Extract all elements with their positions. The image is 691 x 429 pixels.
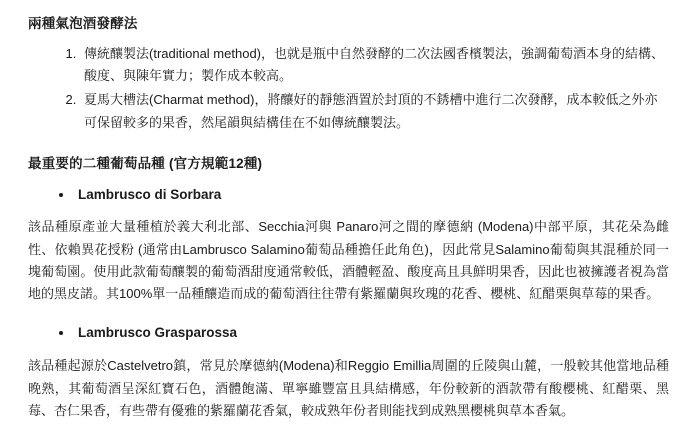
- list-item: • Lambrusco Grasparossa: [74, 322, 669, 344]
- variety-description-sorbara: 該品種原產並大量種植於義大利北部、Secchia河與 Panaro河之間的摩德納 (Modena)中部平原，其花朵為雌性、依賴異花授粉 (通常由Lambrusco Salamino葡萄品種擔任此角色)，因此常見Salamino葡萄與其混種於同一塊葡萄園。使用此款葡萄釀製的葡萄酒甜度通常較低，酒體輕盈、酸度高且具鮮明果香，因此也被擁護者視為當地的黑皮諾。其100%單一品種釀造而成的葡萄酒往往帶有紫羅蘭與玫瑰的花香、櫻桃、紅醋栗與草莓的果香。: [28, 219, 669, 302]
- paragraph-spacer: [28, 306, 669, 322]
- list-item: • Lambrusco di Sorbara: [74, 184, 669, 206]
- list-item: 1. 傳統釀製法(traditional method)，也就是瓶中自然發酵的二次法國香檳製法，強調葡萄酒本身的結構、酸度、與陳年實力；製作成本較高。: [80, 43, 669, 88]
- variety-list-grasparossa: [28, 322, 669, 344]
- variety-description-grasparossa: 該品種起源於Castelvetro鎮，常見於摩德納(Modena)和Reggio Emillia周圍的丘陵與山麓，一般較其他當地品種晚熟，其葡萄酒呈深紅寶石色，酒體飽滿、單寧雖豐富且具結構感，年份較新的酒款帶有酸櫻桃、紅醋栗、黑莓、杏仁果香，有些帶有優雅的紫羅蘭花香氣，較成熟年份者則能找到成熟黑櫻桃與草本香氣。: [28, 358, 669, 418]
- variety-list-sorbara: [28, 184, 669, 206]
- fermentation-methods-list: [28, 43, 669, 134]
- section-heading-fermentation: 兩種氣泡酒發酵法: [28, 16, 138, 31]
- list-item: 2. 夏馬大槽法(Charmat method)，將釀好的靜態酒置於封頂的不銹槽中進行二次發酵，成本較低之外亦可保留較多的果香，然尾韻與結構佳在不如傳統釀製法。: [80, 89, 669, 134]
- section-heading-grape-varieties: 最重要的二種葡萄品種 (官方規範12種): [28, 156, 263, 171]
